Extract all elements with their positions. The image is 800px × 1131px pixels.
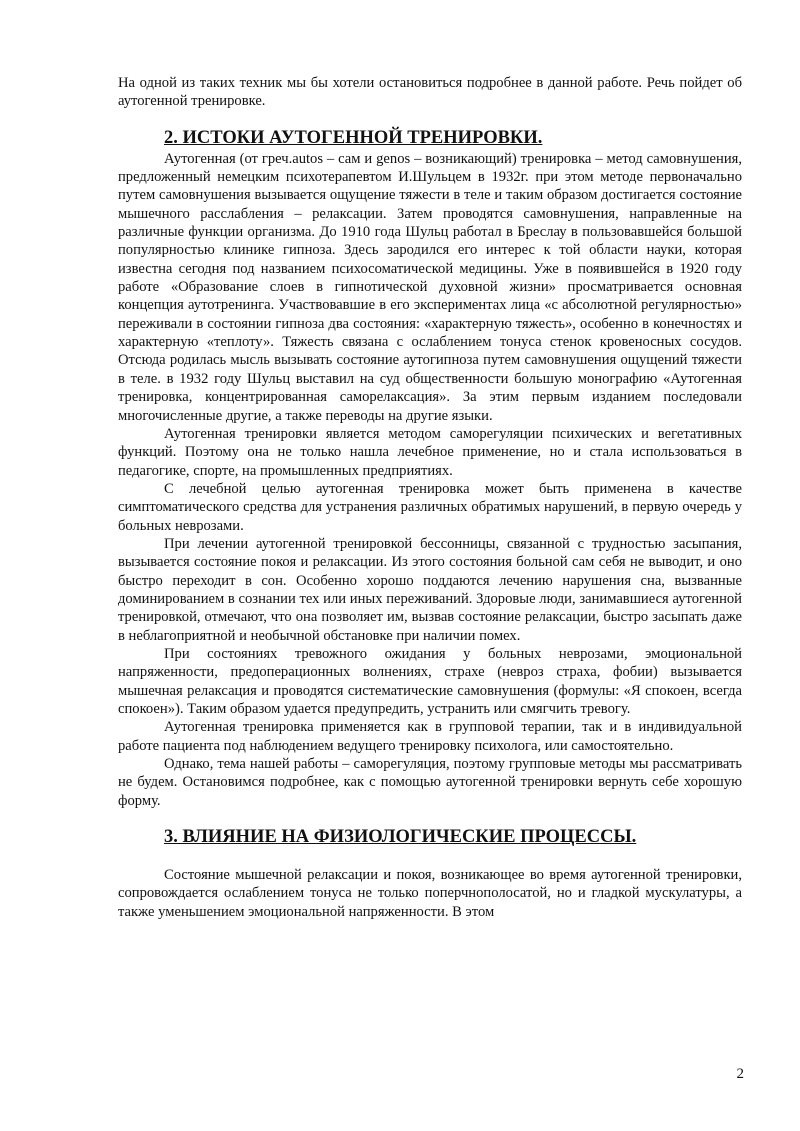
page-number: 2: [736, 1066, 744, 1082]
section-3-paragraph: Состояние мышечной релаксации и покоя, возникающее во время аутогенной тренировки, сопровождается ослаблением тонуса не только поперчнополосатой, но и гладкой мускулатуры, а также уменьшением эмоциональной напряженности. В этом: [118, 867, 742, 920]
intro-paragraph: На одной из таких техник мы бы хотели остановиться подробнее в данной работе. Речь пойдет об аутогенной тренировке.: [118, 75, 742, 110]
section-2-paragraph-group-therapy: Аутогенная тренировка применяется как в групповой терапии, так и в индивидуальной работе пациента под наблюдением ведущего тренировку психолога, или самостоятельно.: [118, 719, 742, 754]
section-2-paragraph-insomnia: При лечении аутогенной тренировкой бессонницы, связанной с трудностью засыпания, вызывается состояние покоя и релаксации. Из этого состояния больной сам себя не выводит, и оно быстро переходит в сон. Особенно хорошо поддаются лечению нарушения сна, вызванные доминированием в сознании тех или иных переживаний. Здоровые люди, занимавшиеся аутогенной тренировкой, отмечают, что она позволяет им, вызвав состояние релаксации, быстро засыпать даже в неблагоприятной и необычной обстановке при наличии помех.: [118, 535, 742, 644]
section-3-heading: 3. ВЛИЯНИЕ НА ФИЗИОЛОГИЧЕСКИЕ ПРОЦЕССЫ.: [164, 827, 637, 848]
section-2-paragraph-therapeutic: С лечебной целью аутогенная тренировка может быть применена в качестве симптоматического средства для устранения различных обратимых нарушений, в первую очередь у больных неврозами.: [118, 480, 742, 534]
section-2-paragraph-history: Аутогенная (от греч.autos – сам и genos – возникающий) тренировка – метод самовнушения, предложенный немецким психотерапевтом И.Шульцем в 1932г. при этом методе первоначально путем самовнушения вызывается ощущение тяжести в теле и таким образом достигается состояние мышечного расслабления – релаксации. Затем проводятся самовнушения, направленные на различные функции организма. До 1910 года Шульц работал в Бреслау в пользовавшейся большой популярностью клинике гипноза. Здесь зародился его интерес к той области науки, которая известна сегодня под названием психосоматической медицины. Уже в появившейся в 1920 году работе «Образование слоев в гипнотической духовной жизни» просматривается основная концепция аутотренинга. Участвовавшие в его экспериментах лица «с абсолютной регулярностью» переживали в состоянии гипноза два состояния: «характерную тяжесть», особенно в конечностях и характерную «теплоту». Тяжесть связана с ослаблением тонуса стенок кровеносных сосудов. Отсюда родилась мысль вызывать состояние аутогипноза путем самовнушения ощущений тяжести в теле. в 1932 году Шульц выставил на суд общественности большую монографию «Аутогенная тренировка, концентрированная саморелаксация». За этим первым изданием последовали многочисленные другие, а также переводы на другие языки.: [118, 150, 742, 424]
section-2-paragraph-topic: Однако, тема нашей работы – саморегуляция, поэтому групповые методы мы рассматривать не будем. Остановимся подробнее, как с помощью аутогенной тренировки вернуть себе хорошую форму.: [118, 756, 742, 809]
section-2-paragraph-applications: Аутогенная тренировки является методом саморегуляции психических и вегетативных функций. Поэтому она не только нашла лечебное применение, но и стала использоваться в педагогике, спорте, на промышленных предприятиях.: [118, 425, 742, 479]
section-2-paragraph-anxiety: При состояниях тревожного ожидания у больных неврозами, эмоциональной напряженности, предоперационных волнениях, страхе (невроз страха, фобии) вызывается мышечная релаксация и проводятся систематические самовнушения (формулы: «Я спокоен, всегда спокоен»). Таким образом удается предупредить, устранить или смягчить тревогу.: [118, 645, 742, 717]
document-page: [118, 74, 742, 921]
section-2-heading: 2. ИСТОКИ АУТОГЕННОЙ ТРЕНИРОВКИ.: [164, 127, 543, 148]
